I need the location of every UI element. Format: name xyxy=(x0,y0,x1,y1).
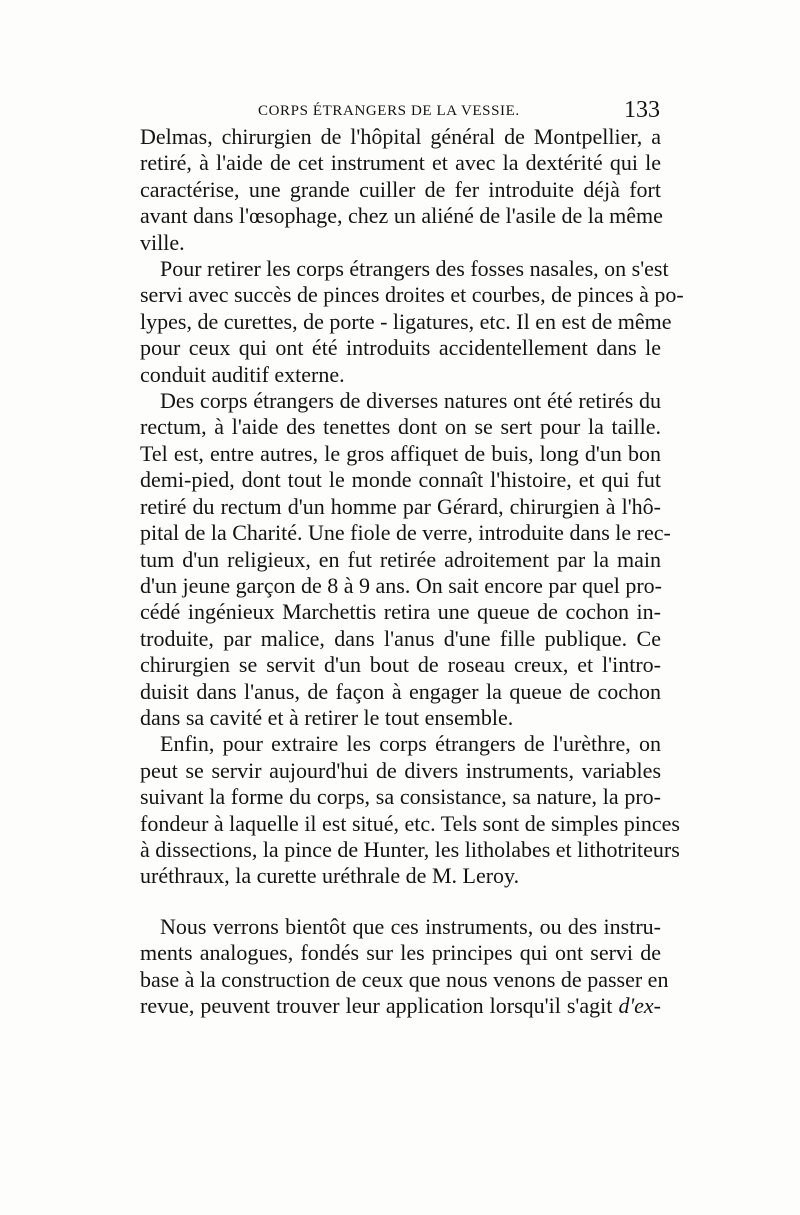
text-line: Tel est, entre autres, le gros affiquet de buis, long d'un bon xyxy=(140,440,661,466)
text-line: cédé ingénieux Marchettis retira une queue de cochon in- xyxy=(140,599,661,625)
text-line: Pour retirer les corps étrangers des fosses nasales, on s'est xyxy=(160,256,669,282)
text-line: retiré du rectum d'un homme par Gérard, chirurgien à l'hô- xyxy=(140,493,661,519)
paragraph-4 xyxy=(140,731,680,889)
page-number: 133 xyxy=(624,97,660,123)
text-line: peut se servir aujourd'hui de divers instruments, variables xyxy=(140,757,661,783)
text-line: duisit dans l'anus, de façon à engager la queue de cochon xyxy=(140,678,661,704)
text-line: ments analogues, fondés sur les principes qui ont servi de xyxy=(140,940,661,966)
paragraph-1 xyxy=(140,124,661,256)
text-line: Des corps étrangers de diverses natures ont été retirés du xyxy=(160,388,661,414)
text-line: chirurgien se servit d'un bout de roseau creux, et l'intro- xyxy=(140,652,661,678)
italic-word: d'ex- xyxy=(618,993,661,1018)
text-line: fondeur à laquelle il est situé, etc. Tels sont de simples pinces xyxy=(140,810,680,836)
text-line: tum d'un religieux, en fut retirée adroitement par la main xyxy=(140,546,661,572)
text-line: conduit auditif externe. xyxy=(140,361,345,387)
text-line: servi avec succès de pinces droites et courbes, de pinces à po- xyxy=(140,282,684,308)
text-line: demi-pied, dont tout le monde connaît l'histoire, et qui fut xyxy=(140,467,661,493)
text-line-body: revue, peuvent trouver leur application lorsqu'il s'agit xyxy=(140,993,613,1018)
paragraph-2 xyxy=(140,256,684,388)
text-line: retiré, à l'aide de cet instrument et avec la dextérité qui le xyxy=(140,150,661,176)
text-line: lypes, de curettes, de porte - ligatures, etc. Il en est de même xyxy=(140,308,672,334)
running-title: CORPS ÉTRANGERS DE LA VESSIE. xyxy=(258,103,520,119)
text-line: Enfin, pour extraire les corps étrangers de l'urèthre, on xyxy=(160,731,661,757)
text-line: uréthraux, la curette uréthrale de M. Leroy. xyxy=(140,863,520,889)
body-text xyxy=(140,124,684,1019)
text-line: avant dans l'œsophage, chez un aliéné de l'asile de la même xyxy=(140,203,663,229)
text-line: suivant la forme du corps, sa consistance, sa nature, la pro- xyxy=(140,784,661,810)
text-line: pour ceux qui ont été introduits accidentellement dans le xyxy=(140,335,661,361)
text-line: caractérise, une grande cuiller de fer introduite déjà fort xyxy=(140,176,661,202)
text-line: base à la construction de ceux que nous venons de passer en xyxy=(140,966,669,992)
paragraph-3 xyxy=(140,388,671,731)
text-line: à dissections, la pince de Hunter, les litholabes et lithotriteurs xyxy=(140,836,680,862)
text-line: dans sa cavité et à retirer le tout ensemble. xyxy=(140,704,514,730)
text-line: Nous verrons bientôt que ces instruments, ou des instru- xyxy=(160,913,661,939)
text-line: rectum, à l'aide des tenettes dont on se sert pour la taille. xyxy=(140,414,661,440)
text-line: ville. xyxy=(140,229,185,255)
text-line: Delmas, chirurgien de l'hôpital général de Montpellier, a xyxy=(140,124,661,149)
paragraph-5 xyxy=(140,913,669,1020)
page-header xyxy=(140,97,660,127)
text-line xyxy=(140,993,661,1019)
text-line: d'un jeune garçon de 8 à 9 ans. On sait encore par quel pro- xyxy=(140,572,662,598)
text-line: troduite, par malice, dans l'anus d'une fille publique. Ce xyxy=(140,625,661,651)
text-line: pital de la Charité. Une fiole de verre, introduite dans le rec- xyxy=(140,520,671,546)
